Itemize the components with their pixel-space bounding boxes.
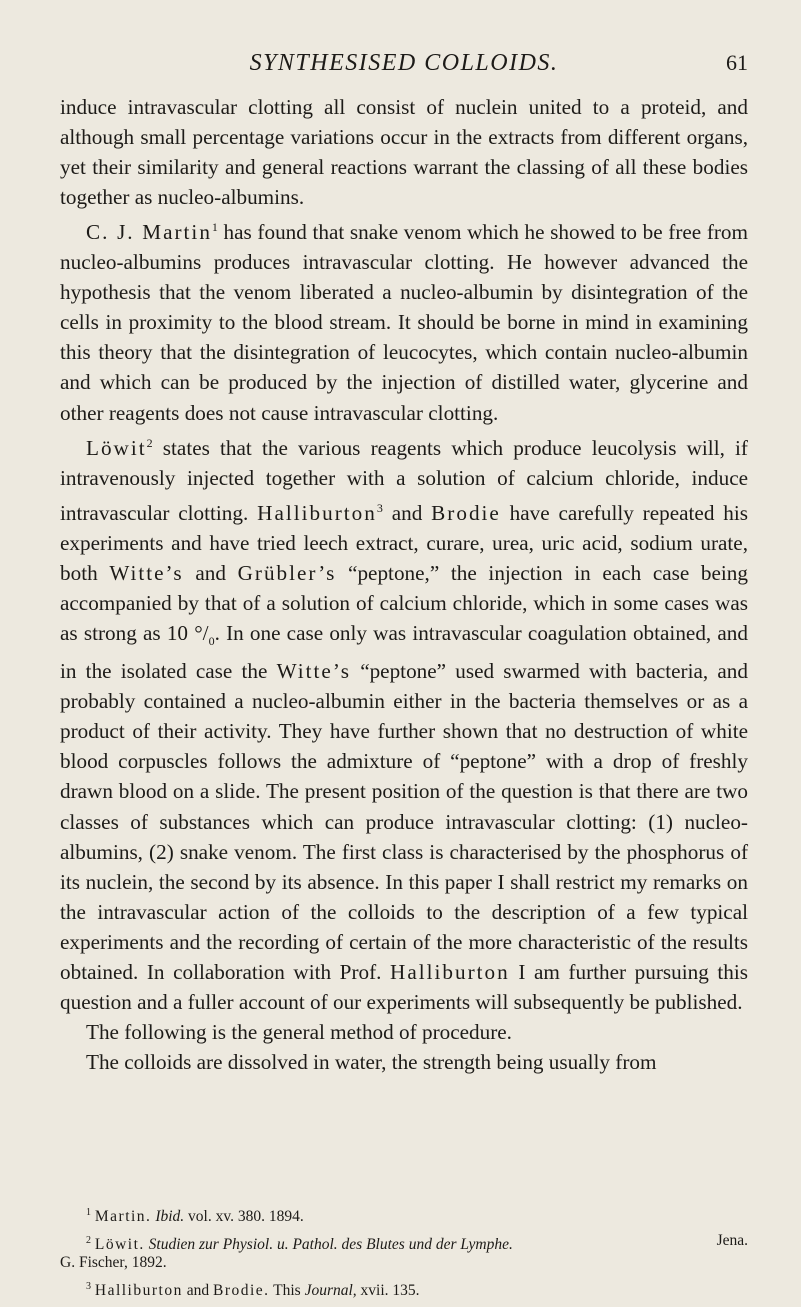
footnote-1-italic: Ibid. (155, 1208, 185, 1226)
body-text (60, 92, 748, 1077)
footnote-2-italic: Studien zur Physiol. u. Pathol. des Blutes und der Lymphe. (148, 1235, 513, 1253)
author-lowit: Löwit (86, 435, 147, 460)
page-header (60, 50, 748, 80)
footnote-3-text-2: This (269, 1281, 305, 1299)
paragraph-3-text-5: “peptone,” the injection in each case being accompanied by that of a solution of calcium chloride, which in some cases was as strong as 10 °/ (60, 560, 748, 645)
footnote-3-italic: Journal, (304, 1281, 357, 1299)
footnote-2-right: Jena. (716, 1231, 748, 1249)
author-witte-2: Witte’s (276, 659, 351, 684)
author-martin: C. J. Martin (86, 220, 212, 245)
paragraph-2-text: has found that snake venom which he showed to be free from nucleo-albumins produces intravascular clotting. He however advanced the hypothesis that the venom liberated a nucleo-albumin by disintegration of the cells in proximity to the blood stream. It should be borne in mind in examining this theory that the disintegration of leucocytes, which contain nucleo-albumin and which can be produced by the injection of distilled water, glycerine and other reagents does not cause intravascular clotting. (60, 220, 748, 425)
paragraph-3-text-8: I am further pursuing this question and a fuller account of our experiments will subsequently be published. (60, 959, 748, 1014)
paragraph-3-text-3: have carefully repeated his experiments and have tried leech extract, curare, urea, uric acid, sodium urate, both (60, 500, 748, 585)
paragraph-3-text-7: “peptone” used swarmed with bacteria, and probably contained a nucleo-albumin either in the bacteria themselves or as a product of their activity. They have further shown that no destruction of white blood corpuscles follows the admixture of “peptone” with a drop of freshly drawn blood on a slide. The present position of the question is that there are two classes of substances which can produce intravascular clotting: (1) nucleo-albumins, (2) snake venom. The first class is characterised by the phosphorus of its nuclein, the second by its absence. In this paper I shall restrict my remarks on the intravascular action of the colloids to the description of a few typical experiments and the recording of certain of the more characteristic of the results obtained. In collaboration with Prof. (60, 659, 748, 984)
author-grubler: Grübler’s (237, 560, 337, 585)
footnote-3-text-3: xvii. 135. (356, 1281, 420, 1299)
paragraph-3-text-2: and (382, 500, 432, 525)
footnote-1-author: Martin. (94, 1208, 152, 1226)
footnote-2 (60, 1231, 748, 1256)
percent-subscript: 0 (208, 634, 215, 649)
page-number: 61 (726, 50, 748, 75)
footnote-2-continuation (60, 1253, 748, 1274)
footnote-3-author-2: Brodie. (212, 1281, 270, 1299)
paragraph-3-text-6: . In one case only was intravascular coagulation obtained, and in the isolated case the (60, 620, 748, 684)
footnote-3-author: Halliburton (94, 1281, 183, 1299)
author-halliburton-2: Halliburton (390, 959, 510, 984)
footnote-2-year: 1892. (127, 1254, 167, 1272)
footnote-2-left (86, 1231, 513, 1256)
author-halliburton: Halliburton (257, 500, 377, 525)
footnote-2-mark: 2 (86, 1234, 91, 1246)
paragraph-4: The following is the general method of procedure. (86, 1019, 512, 1044)
footnote-3-text: and (182, 1281, 213, 1299)
footnote-2-author: Löwit. (94, 1235, 145, 1253)
footnote-ref-3: 3 (376, 500, 383, 515)
footnotes (60, 1203, 748, 1304)
paragraph-1: induce intravascular clotting all consist of nuclein united to a proteid, and although small percentage variations occur in the extracts from different organs, yet their similarity and general reactions warrant the classing of all these bodies together as nucleo-albumins. (60, 95, 748, 210)
paragraph-3-text-4: and (183, 560, 238, 585)
footnote-3-mark: 3 (86, 1280, 91, 1292)
paragraph-3-text-1: states that the various reagents which produce leucolysis will, if intravenously injected together with a solution of calcium chloride, induce intravascular clotting. (60, 435, 748, 525)
author-brodie: Brodie (431, 500, 501, 525)
author-witte: Witte’s (109, 560, 184, 585)
paragraph-3 (60, 428, 748, 1017)
paragraph-5: The colloids are dissolved in water, the strength being usually from (86, 1049, 657, 1074)
running-title: SYNTHESISED COLLOIDS. (249, 50, 559, 76)
footnote-ref-1: 1 (211, 220, 218, 235)
footnote-1-text: vol. xv. 380. 1894. (184, 1208, 304, 1226)
footnote-2-publisher: G. Fischer, (60, 1254, 128, 1272)
footnote-1 (60, 1203, 748, 1228)
paragraph-2 (60, 212, 748, 427)
footnote-ref-2: 2 (146, 435, 153, 450)
footnote-3 (60, 1277, 748, 1302)
footnote-1-mark: 1 (86, 1207, 91, 1218)
